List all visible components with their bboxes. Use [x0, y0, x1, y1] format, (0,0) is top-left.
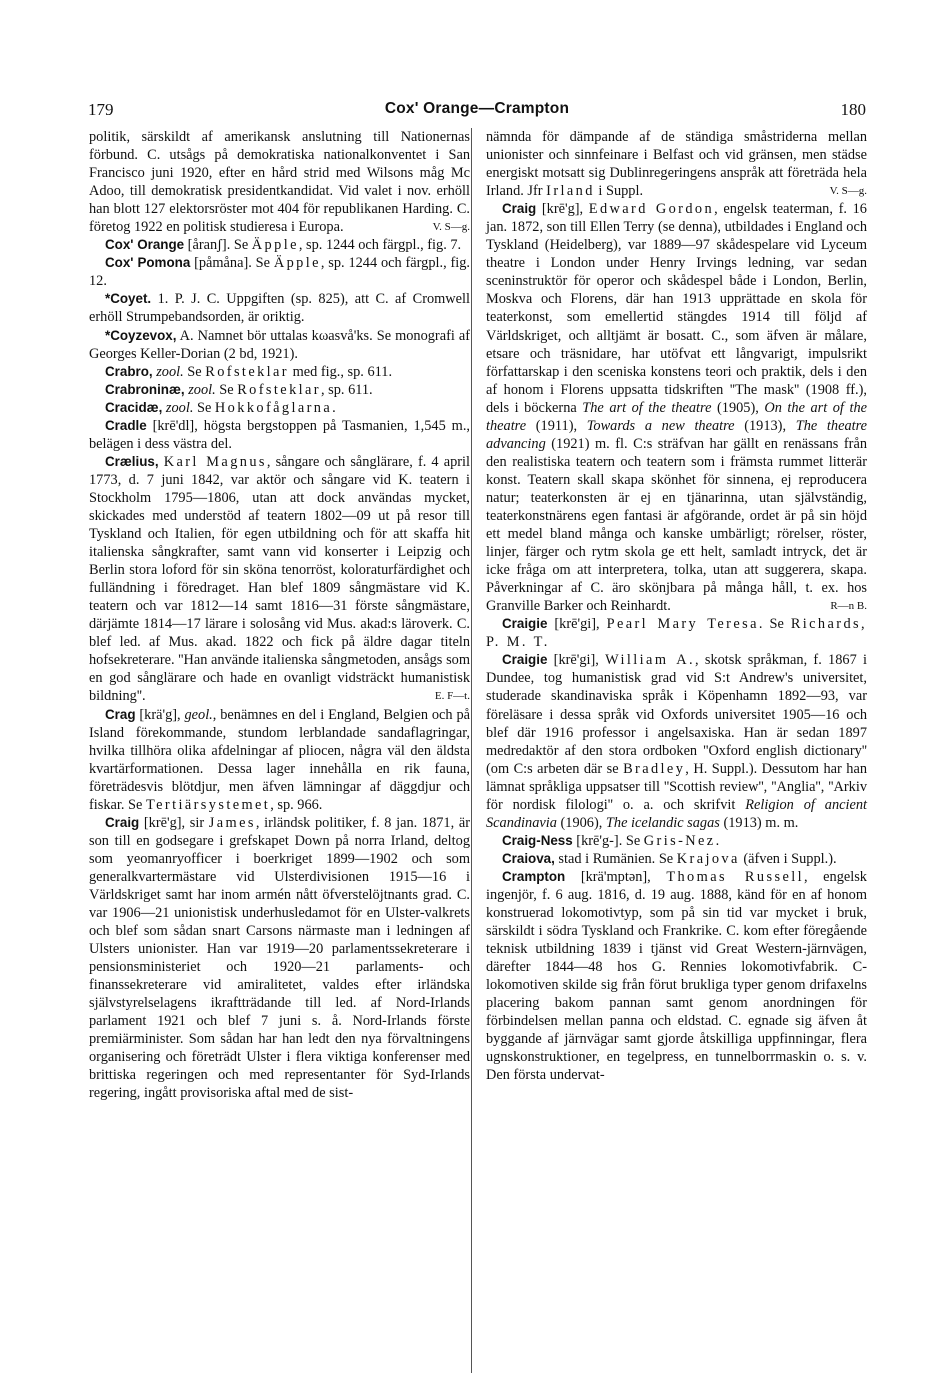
- entry-text: , sp. 1244 och färgpl., fig. 7.: [298, 237, 462, 254]
- spaced-reference: Irland: [546, 183, 595, 200]
- spaced-reference: Karl Magnus: [163, 453, 267, 470]
- entry-l-cracidae: [89, 399, 470, 417]
- entry-text: politik, särskildt af amerikansk anslutning till Nationernas förbund. C. utsågs på demokratiska nationalkonventet i San Francisco juni 1920, efter en hård strid med Wilsons måg Mc Adoo, till demokratisk presidentkandidat. Vid valet i nov. erhöll han blott 127 elektorsröster mot 404 för republikanen Harding. C. företog 1922 en politisk studieresa i Europa.: [89, 129, 470, 236]
- headword: Craig: [105, 814, 140, 830]
- entry-text: med fig., sp. 611.: [288, 363, 393, 380]
- headword: Craigie: [502, 652, 548, 668]
- spaced-reference: Gris-Nez: [643, 832, 716, 849]
- entry-text: 1. P. J. C. Uppgiften (sp. 825), att C. af Cromwell erhöll Strumpebandsorden, är oriktig.: [89, 291, 470, 326]
- entry-text: [påmåna]. Se: [190, 255, 274, 272]
- headword: Crabroninæ,: [105, 381, 185, 397]
- entry-l-cradle: [89, 417, 470, 453]
- entry-text: [krä'g],: [135, 706, 185, 723]
- spaced-reference: Äpple: [273, 255, 321, 272]
- entry-l-cox-pomona: [89, 254, 470, 290]
- entry-r-cont-namnda: [486, 128, 867, 200]
- entry-r-craiova: [486, 850, 867, 868]
- page-header: [88, 100, 866, 122]
- spaced-reference: Edward Gordon: [588, 201, 715, 218]
- entry-text: Se: [183, 363, 206, 380]
- entry-text: , irländsk politiker, f. 8 jan. 1871, är son till en godsegare i grefskapet Down på norra Irland, deltog som yeomanryofficer i boerkriget 1899—1902 och som generalkvartermästare vid Ulsterdivisionen 1915—16 i Världskriget samt har inom armén nått öfverstelöjtnants grad. C. var 1906—21 unionistisk underhusledamot för en Ulster-valkrets och blef som sådan snart Carsons närmaste man i ledningen af Ulsters unionister. Han var 1919—20 parlamentssekreterare i pensionsministeriet och 1920—21 parlaments- och finanssekreterare vid amiralitetet, valdes efter irländska självstyrelselagens ikraftträdande till led. af Nord-Irlands parlament 1921 och blef 7 juni s. å. Nord-Irlands förste premiärminister. Som sådan har han ledt den nya förvaltningens organisering och företrädt Ulster i flera viktiga konferenser med brittiska regeringen och med representanter för Syd-Irlands regering, ingått provisoriska aftal med de sist-: [89, 814, 470, 1102]
- italic-text: Religion of ancient Scandinavia: [486, 796, 867, 831]
- entry-text: [krē'dl], högsta bergstoppen på Tasmanien, 1,545 m., belägen i dess västra del.: [89, 417, 470, 452]
- headword: Craigie: [502, 616, 548, 632]
- entry-text: , sp. 1244 och färgpl., fig. 12.: [89, 255, 471, 290]
- entry-text: .: [715, 832, 720, 849]
- spaced-reference: Richards, P. M. T.: [486, 616, 867, 651]
- entry-l-cox-orange: [89, 236, 470, 254]
- entry-text: Se: [215, 381, 238, 398]
- entry-l-craig-james: [89, 814, 470, 1103]
- italic-text: zool.: [188, 381, 216, 398]
- entry-l-crabro: [89, 363, 470, 381]
- author-signature: E. F—t.: [434, 690, 470, 703]
- spaced-reference: James: [208, 814, 256, 831]
- entry-text: [krä'mptən],: [565, 868, 667, 885]
- entry-text: nämnda för dämpande af de ständiga småstriderna mellan unionister och sinnfeinare i Belfast och vid gränsen, men städse energiskt motsatt sig Dublinregeringens anspråk att företräda hela Irland. Jfr: [486, 129, 867, 200]
- entry-l-coyzevox: [89, 327, 470, 363]
- spaced-reference: Rofsteklar: [237, 381, 321, 398]
- italic-text: geol.: [184, 706, 213, 723]
- italic-text: The icelandic sagas: [605, 814, 720, 831]
- entry-text: [krē'g],: [536, 201, 589, 218]
- entry-text: , sp. 611.: [320, 381, 373, 398]
- italic-text: The art of the theatre: [582, 399, 712, 416]
- column-divider: [471, 128, 472, 1373]
- entry-l-coyet: [89, 290, 470, 326]
- entry-text: [krē'gi],: [547, 652, 606, 669]
- author-signature: R—n B.: [830, 600, 867, 613]
- spaced-reference: Hokkofåglarna: [214, 399, 333, 416]
- entry-text: , benämnes en del i England, Belgien och på Island förekommande, stundom lerblandade sandaflagringar, hvilka tillhöra olika afdelningar af pliocen, några väl den äldsta kvartärformationen. Dessa lager innehålla en rik fauna, företrädesvis blötdjur, men äfven lämningar af däggdjur och fiskar. Se: [89, 706, 470, 813]
- entry-text: , skotsk språkman, f. 1867 i Dundee, tog humanistisk grad vid S:t Andrew's universitet, studerade skandinaviska språk i Köpenhamn 1892—93, var föreläsare i dessa språk vid Oxfords universitet 1905—16 och blef där 1916 professor i angelsaxiska. Han är sedan 1897 medredaktör af den stora ordboken ''Oxford english dictionary'' (om C:s arbeten där se: [486, 652, 867, 777]
- spaced-reference: Thomas Russell: [666, 868, 804, 885]
- headword: Cradle: [105, 417, 147, 433]
- entry-text: i Suppl.: [594, 183, 644, 200]
- page-number-left: 179: [88, 100, 114, 119]
- entry-text: , engelsk teaterman, f. 16 jan. 1872, son till Ellen Terry (se denna), utbildades i England och Tyskland (Heidelberg), var 1889—97 skådespelare vid Lyceum theatre i London under Henry Irvings ledning, var sedan sceninstruktör för operor och skådespel både i London, Berlin, Moskva och Florens, där han 1913 upprättade en skola för teaterkonst, som emellertid stängdes 1914 till följd af Världskriget, och alltjämt är bosatt. C., som äfven är målare, etsare och träsnidare, har utöfvat ett långvarigt, impulsrikt författarskap i den sceniska konstens teori och praktik, dels i den af honom i Florens uppsatta tidskriften ''The mask'' (1908 ff.), dels i böckerna: [486, 201, 867, 416]
- page-number-right: 180: [840, 100, 866, 119]
- right-column: [486, 128, 867, 1084]
- italic-text: The theatre advancing: [486, 417, 868, 452]
- entry-l-craelius: [89, 453, 470, 706]
- headword: Crag: [105, 706, 136, 722]
- entry-l-crabroninae: [89, 381, 470, 399]
- entry-r-craig-ness: [486, 832, 867, 850]
- entry-text: (1906),: [556, 814, 606, 831]
- entry-r-craigie-pearl: [486, 615, 867, 651]
- entry-text: (1905),: [711, 399, 765, 416]
- headword: Crampton: [502, 868, 566, 884]
- entry-text: , sp. 966.: [270, 796, 323, 813]
- headword: Craig: [502, 201, 537, 217]
- spaced-reference: Tertiärsystemet: [145, 796, 271, 813]
- headword: *Coyzevox,: [105, 327, 177, 343]
- entry-text: A. Namnet bör uttalas kωasvå'ks. Se monografi af Georges Keller-Dorian (2 bd, 1921).: [89, 327, 470, 362]
- entry-r-craig-edward: [486, 200, 867, 615]
- entry-l-cont-politik: [89, 128, 470, 236]
- entry-text: Se: [193, 399, 215, 416]
- entry-text: (1913),: [734, 417, 796, 434]
- entry-text: (1911),: [526, 417, 587, 434]
- entry-text: (1921) m. fl. C:s sträfvan har gällt en renässans från den realistiska teatern och teatern som i främsta rummet litterär konst. Teatern skall skapa skönhet för sinnena, ej reproducera natur; teaterkonsten är ej en tjänarinna, utan självständig, teaterkonstnärens egen fantasi är afgörande, ordet är på sin höjd ett medel bland många och kanske umbärligt; rörelser, röster, linjer, färger och rytm skola ge ett helt, samladt intryck, det är icke fråga om att interpretera, tolka, utan att suggerera, skapa. Påverkningar af C. äro skönjbara på många håll, t. ex. hos Granville Barker och Reinhardt.: [486, 435, 867, 615]
- headword: Craiova,: [502, 850, 555, 866]
- entry-r-crampton: [486, 868, 867, 1085]
- entry-text: , engelsk ingenjör, f. 6 aug. 1816, d. 19 aug. 1888, känd för en af honom konstruerad lokomotivtyp, som på sin tid var mycket i bruk, särskildt i södra Tyskland och Frankrike. C. kom efter föregående teknisk utbildning 1839 i tjänst vid Great Western-järnvägen, därefter 1844—48 hos G. Rennies lokomotivfabrik. C-lokomotiven skilde sig från förut brukliga typer genom drifaxelns placering bakom pannan samt genom anordningen för förbindelsen mellan panna och eldstad. C. egnade sig äfven åt byggande af järnvägar samt gjorde åtskilliga uppfinningar, flera ugnskonstruktioner, en tegelpress, en tunnelborrmaskin o. s. v. Den första undervat-: [486, 868, 867, 1084]
- headword: Craig-Ness: [502, 832, 573, 848]
- italic-text: Towards a new theatre: [586, 417, 735, 434]
- entry-text: (1913) m. m.: [719, 814, 799, 831]
- headword: Cox' Orange: [105, 237, 185, 253]
- entry-r-craigie-william: [486, 651, 867, 831]
- entry-text: [krē'gi],: [547, 616, 607, 633]
- entry-text: [åranʃ]. Se: [184, 237, 252, 254]
- spaced-reference: Pearl Mary Teresa: [606, 616, 759, 633]
- headword: Crabro,: [105, 363, 153, 379]
- headword: Cracidæ,: [105, 399, 163, 415]
- author-signature: V. S—g.: [829, 185, 867, 198]
- entry-text: stad i Rumänien. Se: [554, 850, 677, 867]
- italic-text: On the art of the theatre: [486, 399, 867, 434]
- entry-text: (äfven i Suppl.).: [739, 850, 837, 867]
- entry-text: , H. Suppl.). Dessutom har han lämnat språkliga uppsatser till ''Scottish review'', ''Anglia'', ''Arkiv för nordisk filologi'' o. a. och skrifvit: [486, 760, 867, 813]
- left-column: [89, 128, 470, 1103]
- entry-text: .: [332, 399, 336, 416]
- entry-text: [krē'g-]. Se: [572, 832, 644, 849]
- headword: Crælius,: [105, 453, 159, 469]
- spaced-reference: Rofsteklar: [205, 363, 289, 380]
- spaced-reference: Krajova: [676, 850, 740, 867]
- spaced-reference: Bradley: [623, 760, 686, 777]
- entry-l-crag: [89, 706, 470, 814]
- italic-text: zool.: [156, 363, 184, 380]
- spaced-reference: Äpple: [251, 237, 299, 254]
- italic-text: zool.: [165, 399, 194, 416]
- author-signature: V. S—g.: [432, 221, 470, 234]
- headword: *Coyet.: [105, 291, 152, 307]
- running-title: Cox' Orange—Crampton: [384, 100, 570, 117]
- entry-text: , sångare och sånglärare, f. 4 april 1773, d. 7 juni 1842, var aktör och sångare vid K. teatern i Stockholm 1795—1806, utan att dock användas mycket, skickades med understöd af teatern 1802—09 ut på resor till Tyskland och Italien, för egen utbildning och för att skaffa hit italienska sångkrafter, samt vann vid konserter i Leipzig och Berlin stora loford för sin sköna tenorröst, koloraturfärdighet och fulländning i föredraget. Han blef 1809 sångmästare vid K. teatern och var 1812—14 samt 1816—31 förste sångmästare, därjämte 1814—17 lärare i solosång vid Mus. akad:s läroverk. C. blef led. af Mus. akad. 1822 och fick på äldre dagar titeln hofsekreterare. ''Han använde italienska sångmetoden, ansågs som en god sånglärare och hade en ovanligt vidsträckt humanistisk bildning''.: [89, 453, 470, 705]
- entry-text: [krē'g], sir: [139, 814, 209, 831]
- headword: Cox' Pomona: [105, 255, 191, 271]
- spaced-reference: William A.: [605, 652, 696, 669]
- entry-text: . Se: [758, 616, 791, 633]
